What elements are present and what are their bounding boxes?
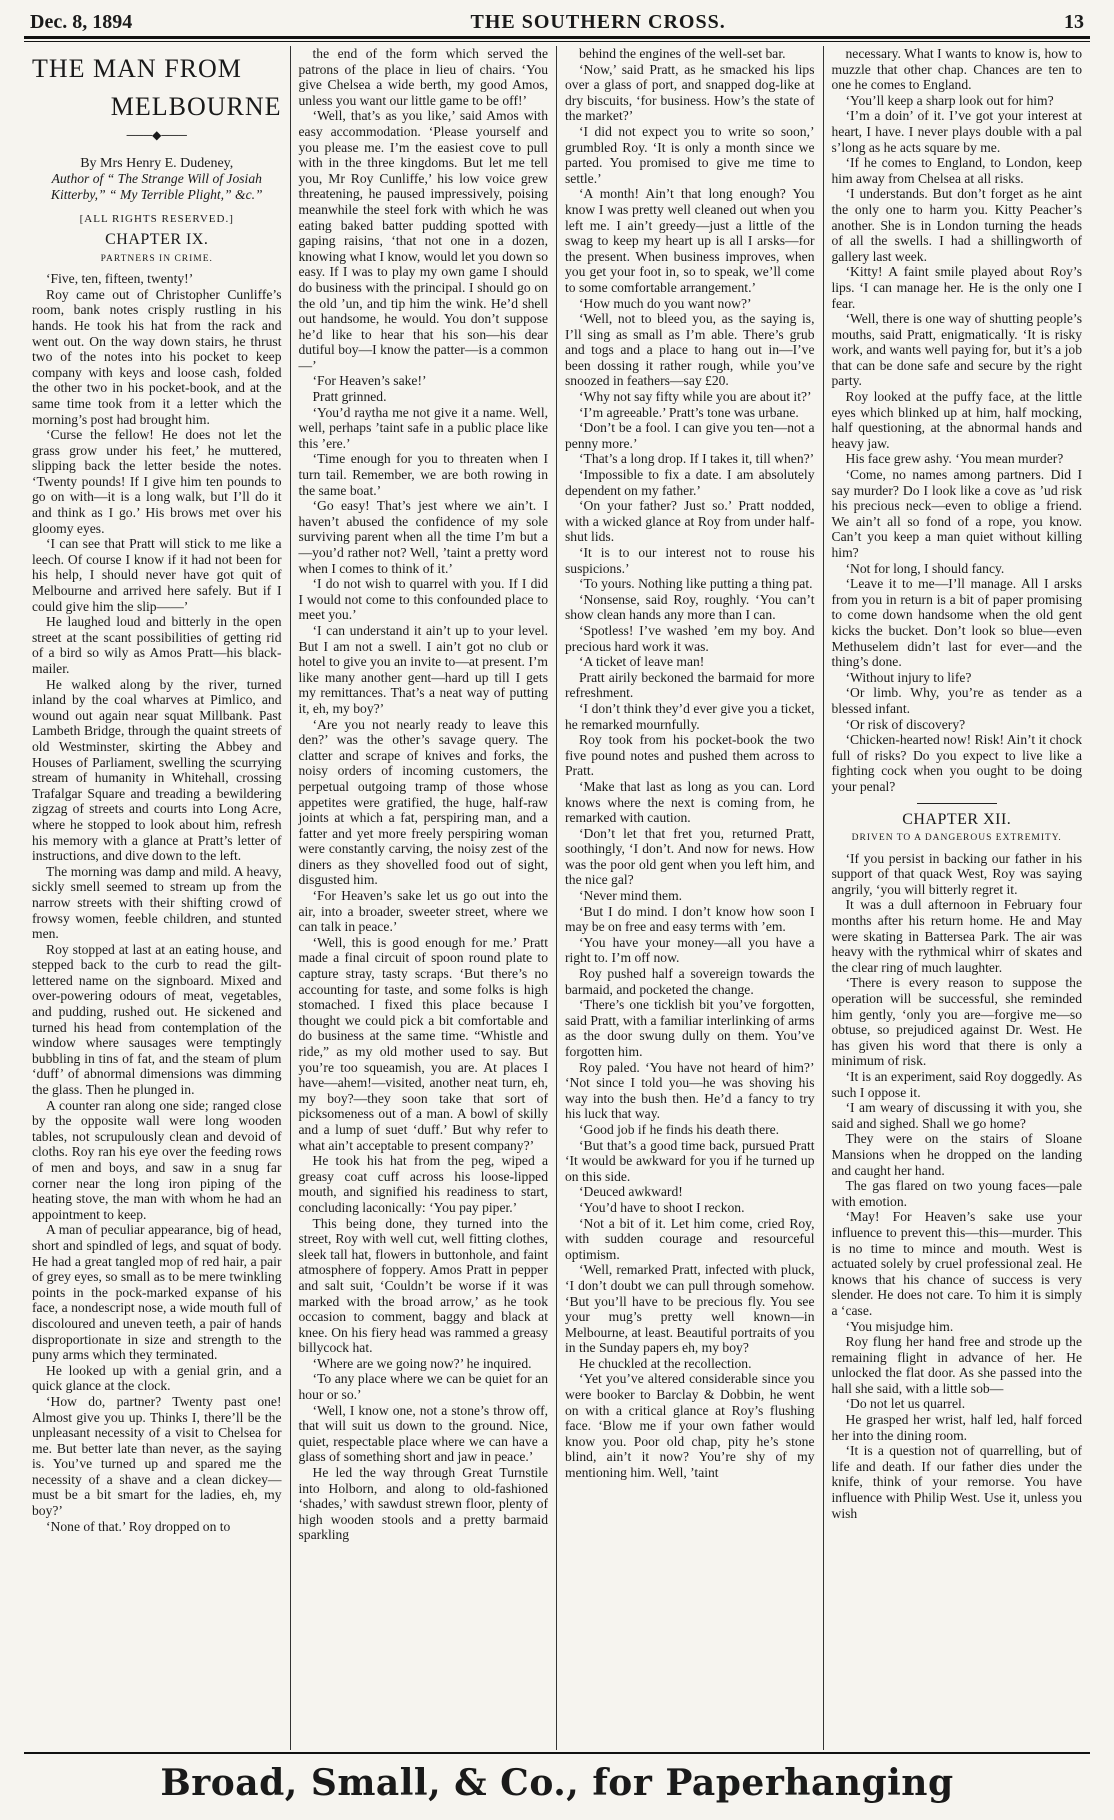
paragraph: ‘You have your money—all you have a right to. I’m off now. xyxy=(565,934,815,966)
paragraph: ‘To any place where we can be quiet for an hour or so.’ xyxy=(298,1371,548,1403)
paragraph: He laughed loud and bitterly in the open street at the scant possibilities of getting rid of a bird so wily as Amos Pratt—his black-mailer. xyxy=(32,614,282,676)
paragraph: ‘Curse the fellow! He does not let the grass grow under his feet,’ he muttered, slipping back the letter beside the notes. ‘Twenty pounds! If I give him ten pounds to go on with—it is a long walk, but I’ll do it and think as I go.’ His brows met over his gloomy eyes. xyxy=(32,427,282,536)
paragraph: This being done, they turned into the street, Roy with well cut, well fitting clothes, sleek tall hat, flowers in buttonhole, and faint atmosphere of foppery. Amos Pratt in pepper and salt suit, ‘Couldn’t be worse if it was marked with the broad arrow,’ as he took occasion to comment, baggy and black at knee. On his fiery head was rammed a greasy billycock hat. xyxy=(298,1215,548,1356)
paragraph: ‘Go easy! That’s jest where we ain’t. I haven’t abused the confidence of my sole surviving parent when all the time I’m but a—you’d rather not? Well, ’taint a pretty word when I comes to think of it.’ xyxy=(298,498,548,576)
paragraph: Roy flung her hand free and strode up the remaining flight in advance of her. He unlocked the flat door. As she passed into the hall she said, with a little sob— xyxy=(831,1334,1082,1396)
paragraph: Roy pushed half a sovereign towards the barmaid, and pocketed the change. xyxy=(565,966,815,997)
article-columns xyxy=(24,46,1090,1750)
masthead-rule-thick xyxy=(24,36,1090,39)
paragraph: ‘That’s a long drop. If I takes it, till when?’ xyxy=(579,451,815,467)
paragraph: He walked along by the river, turned inland by the coal wharves at Pimlico, and wound out again near squat Millbank. Past Lambeth Bridge, through the quaint streets of old Westminster, skirting the Abbey and Houses of Parliament, swelling the scurrying stream of humanity in Whitehall, crossing Trafalgar Square and treading a bewildering zigzag of streets and courts into Long Acre, where he stopped to look about him, refresh his memory with a glance at Pratt’s letter of instructions, and dive down to the left. xyxy=(32,676,282,864)
column-3-text xyxy=(565,46,815,1481)
paragraph: Roy stopped at last at an eating house, and stepped back to the curb to read the gilt-lettered name on the signboard. Mixed and over-powering odours of meat, vegetables, and pudding, rushed out. He sickened and turned his head from contemplation of the window where sausages were temptingly bubbling in tins of fat, and the steam of plum ‘duff’ of abnormal dimensions was dimming the glass. Then he plunged in. xyxy=(32,941,282,1098)
chapter-heading-xii: CHAPTER XII. xyxy=(902,810,1012,828)
paragraph: ‘Kitty! A faint smile played about Roy’s lips. ‘I can manage her. He is the only one I fear. xyxy=(831,264,1082,311)
paragraph: His face grew ashy. ‘You mean murder? xyxy=(845,451,1064,467)
column-2-text xyxy=(299,46,549,1543)
paragraph: ‘I’m agreeable.’ Pratt’s tone was urbane. xyxy=(579,404,799,420)
paragraph: ‘A ticket of leave man! xyxy=(579,654,705,670)
paragraph: ‘Why not say fifty while you are about it?’ xyxy=(579,389,812,405)
paragraph: ‘I can understand it ain’t up to your level. But I am not a swell. I ain’t got no club or hotel to give you an invite to—at present. I’m like many another gent—hard up till I gets my remittances. That’s a neat way of putting it, eh, my boy?’ xyxy=(298,622,548,716)
paragraph: ‘Good job if he finds his death there. xyxy=(579,1121,780,1137)
paragraph: ‘Without injury to life? xyxy=(845,669,972,685)
paragraph: ‘Chicken-hearted now! Risk! Ain’t it chock full of risks? Do you expect to live like a fighting cock when you ought to be doing your penal? xyxy=(831,732,1082,794)
story-title-line-1: THE MAN FROM xyxy=(32,54,242,83)
paragraph: ‘Not a bit of it. Let him come, cried Roy, with sudden courage and resourceful optimism. xyxy=(565,1215,815,1262)
paragraph: ‘Leave it to me—I’ll manage. All I arsks from you in return is a bit of paper promising to come down handsome when the old gent kicks the bucket. Don’t look so blue—even Methuselem didn’t last for ever—and the thing’s done. xyxy=(831,576,1082,670)
paragraph: Roy paled. ‘You have not heard of him?’ ‘Not since I told you—he was shoving his way into the bush then. He’d a fancy to try his luck that way. xyxy=(565,1059,815,1122)
paragraph: ‘Well, not to bleed you, as the saying is, I’ll sing as small as I’m able. There’s grub and togs and a place to hang out in—I’ve been dossing it rather rough, while you’ve snoozed in feathers—say £20. xyxy=(565,311,815,389)
paragraph: He looked up with a genial grin, and a quick glance at the clock. xyxy=(32,1362,282,1394)
paragraph: ‘You’d have to shoot I reckon. xyxy=(579,1199,745,1215)
paragraph: ‘Come, no names among partners. Did I say murder? Do I look like a cove as ’ud risk his precious neck—even to oblige a friend. We ain’t all so fond of a rope, you know. Can’t you keep a man quiet without killing him? xyxy=(831,467,1082,560)
advertisement-rule xyxy=(24,1752,1090,1754)
paragraph: ‘Time enough for you to threaten when I turn tail. Remember, we are both rowing in the same boat.’ xyxy=(298,451,548,498)
paragraph: behind the engines of the well-set bar. xyxy=(579,46,786,61)
masthead-rule-thin xyxy=(24,41,1090,42)
paragraph: ‘But I do mind. I don’t know how soon I may be on free and easy terms with ’em. xyxy=(565,903,815,935)
paragraph: ‘Don’t be a fool. I can give you ten—not a penny more.’ xyxy=(565,420,815,451)
paper-title: THE SOUTHERN CROSS. xyxy=(470,11,726,33)
chapter-subhead-ix: PARTNERS IN CRIME. xyxy=(100,253,213,264)
paragraph: ‘It is to our interest not to rouse his suspicions.’ xyxy=(565,545,815,576)
paragraph: ‘To yours. Nothing like putting a thing pat. xyxy=(579,576,813,592)
paragraph: ‘But that’s a good time back, pursued Pratt ‘It would be awkward for you if he turned up on this side. xyxy=(565,1137,815,1184)
paragraph: ‘Never mind them. xyxy=(579,888,683,904)
paragraph: ‘How do, partner? Twenty past one! Almost give you up. Thinks I, there’ll be the unpleasant necessity of a visit to Chelsea for me. But better late than never, as the saying is. You’ve turned up and spared me the necessity of a shave and a clean dickey—must be a bit smart for the ladies, eh, my boy?’ xyxy=(32,1393,282,1519)
paragraph: ‘I am weary of discussing it with you, she said and sighed. Shall we go home? xyxy=(831,1100,1082,1131)
column-1 xyxy=(24,46,291,1750)
paragraph: ‘It is a question not of quarrelling, but of life and death. If our father dies under the knife, think of your remorse. You have influence with Philip West. Use it, unless you wish xyxy=(831,1443,1082,1521)
paragraph: Roy came out of Christopher Cunliffe’s room, bank notes crisply rustling in his hands. He took his hat from the rack and went out. On the way down stairs, he thrust two of the notes into his pocket to keep company with keys and loose cash, folded the other two in his pocket-book, and at the same time took from it a letter which the morning’s post had brought him. xyxy=(32,286,282,427)
paragraph: He chuckled at the recollection. xyxy=(579,1355,752,1371)
paragraph: ‘How much do you want now?’ xyxy=(579,295,752,311)
column-4-text-top xyxy=(832,46,1083,795)
author-works: Author of “ The Strange Will of Josiah Kitterby,” “ My Terrible Plight,” &c.” xyxy=(50,171,263,202)
paragraph: ‘For Heaven’s sake let us go out into the air, into a broader, sweeter street, where we can talk in peace.’ xyxy=(298,888,548,935)
paragraph: ‘Well, there is one way of shutting people’s mouths, said Pratt, enigmatically. ‘It is risky work, and wants well paying for, but it’s a job that can be done safe and secure by the right party. xyxy=(831,311,1082,389)
story-title-line-2: MELBOURNE xyxy=(110,92,282,121)
paragraph: It was a dull afternoon in February four months after his return home. He and May were skating in Battersea Park. The air was heavy with the rythmical whirr of skates and the clear ring of much laughter. xyxy=(831,897,1082,975)
paragraph: ‘On your father? Just so.’ Pratt nodded, with a wicked glance at Roy from under half-shut lids. xyxy=(565,498,815,545)
paragraph: He grasped her wrist, half led, half forced her into the dining room. xyxy=(831,1412,1082,1443)
paragraph: ‘Spotless! I’ve washed ’em my boy. And precious hard work it was. xyxy=(565,622,815,654)
paragraph: He took his hat from the peg, wiped a greasy coat cuff across his loose-lipped mouth, and signified his readiness to start, concluding laconically: ‘You pay piper.’ xyxy=(298,1153,548,1215)
paragraph: ‘There is every reason to suppose the operation will be successful, she reminded him gently, ‘only you are—forgive me—so obtuse, so prejudiced against Dr. West. He has given his word that there is only a minimum of risk. xyxy=(831,975,1082,1069)
paragraph: necessary. What I wants to know is, how to muzzle that other chap. Chances are ten to one he comes to England. xyxy=(831,46,1082,93)
masthead xyxy=(30,4,1084,34)
paragraph: ‘Well, this is good enough for me.’ Pratt made a final circuit of spoon round plate to capture stray, tasty scraps. ‘But there’s no accounting for taste, and some folks is high stomached. I fixed this place because I thought we could pick a bit comfortable and do business at the same time. “Whistle and ride,” as my old mother used to say. But you’re too squeamish, you are. At places I have—ahem!—visited, another neat turn, eh, my boy?—they soon take that sort of picksomeness out of a man. A bowl of skilly and a lump of suet ‘duff.’ But why refer to what ain’t acceptable to present company?’ xyxy=(298,934,548,1153)
paragraph: ‘If he comes to England, to London, keep him away from Chelsea at all risks. xyxy=(831,155,1082,186)
paragraph: The morning was damp and mild. A heavy, sickly smell seemed to stream up from the narrow streets with their shifting crowd of frowsy women, feeble children, and stunted men. xyxy=(32,863,282,942)
paragraph: ‘Yet you’ve altered considerable since you were booker to Barclay & Dobbin, he went on with a critical glance at Roy’s flushing face. ‘Blow me if your own father would know you. Poor old chap, pity he’s stone blind, ain’t it now? You’re shy of my mentioning him. Well, ’taint xyxy=(565,1371,815,1481)
paragraph: ‘I did not expect you to write so soon,’ grumbled Roy. ‘It is only a month since we parted. You promised to give me time to settle.’ xyxy=(565,123,815,186)
page-number: 13 xyxy=(1064,11,1084,33)
paragraph: ‘I do not wish to quarrel with you. If I did I would not come to this confounded place to meet you.’ xyxy=(298,576,548,623)
title-ornament: ───◆─── xyxy=(126,128,187,142)
paragraph: They were on the stairs of Sloane Mansions when he dropped on the landing and caught her hand. xyxy=(831,1131,1082,1178)
paragraph: ‘Do not let us quarrel. xyxy=(845,1396,966,1412)
paragraph: ‘I can see that Pratt will stick to me like a leech. Of course I know if it had not been for his help, I should never have got quit of Melbourne and arrived here safely. But if I could give him the slip——’ xyxy=(32,536,282,614)
advertisement-banner: Broad, Small, & Co., for Paperhanging xyxy=(160,1762,954,1804)
paragraph: ‘None of that.’ Roy dropped on to xyxy=(46,1518,231,1534)
paragraph: ‘Five, ten, fifteen, twenty!’ xyxy=(46,271,194,287)
paragraph: ‘Or limb. Why, you’re as tender as a blessed infant. xyxy=(831,685,1082,716)
byline: By Mrs Henry E. Dudeney, xyxy=(80,155,234,171)
paragraph: ‘Or risk of discovery? xyxy=(845,716,966,732)
paragraph: ‘I’m a doin’ of it. I’ve got your interest at heart, I have. I never plays double with a pal s’long as he acts square by me. xyxy=(831,108,1082,155)
paragraph: ‘Not for long, I should fancy. xyxy=(845,560,1005,576)
paragraph: ‘For Heaven’s sake!’ xyxy=(312,373,427,389)
paragraph: ‘Impossible to fix a date. I am absolutely dependent on my father.’ xyxy=(565,467,815,498)
paragraph: ‘Are you not nearly ready to leave this den?’ was the other’s savage query. The clatter and scrape of knives and forks, the noisy orders of incoming customers, the perpetual outgoing tramp of those whose appetites were gratified, the huge, half-raw joints at which a fat, perspiring man, and a fatter and yet more freely perspiring woman were constantly carving, the noisy zest of the diners as they shovelled food out of sight, disgusted him. xyxy=(298,716,548,888)
paragraph: ‘Deuced awkward! xyxy=(579,1184,683,1200)
paragraph: ‘Make that last as long as you can. Lord knows where the next is coming from, he remarked with caution. xyxy=(565,778,815,826)
paragraph: ‘Well, remarked Pratt, infected with pluck, ‘I don’t doubt we can pull through somehow. ‘But you’ll have to be precious fly. You see your mug’s pretty well known—in Melbourne, at least. Beautiful portraits of you in the Sunday papers eh, my boy? xyxy=(565,1262,815,1356)
column-2 xyxy=(291,46,558,1750)
paragraph: ‘I don’t think they’d ever give you a ticket, he remarked mournfully. xyxy=(565,700,815,732)
paragraph: ‘You’d raytha me not give it a name. Well, well, perhaps ’taint safe in a public place like this ’ere.’ xyxy=(298,404,548,451)
paragraph: ‘There’s one ticklish bit you’ve forgotten, said Pratt, with a familiar interlinking of arms as the door swung dully on them. You’ve forgotten him. xyxy=(565,997,815,1059)
paragraph: the end of the form which served the patrons of the place in lieu of chairs. ‘You give Chelsea a wide berth, my good Amos, unless you want our little game to be off!’ xyxy=(298,46,548,108)
chapter-subhead-xii: DRIVEN TO A DANGEROUS EXTREMITY. xyxy=(851,833,1062,844)
paragraph: ‘Well, I know one, not a stone’s throw off, that will suit us down to the ground. Nice, quiet, respectable place where we can have a glass of something short and jaw in peace.’ xyxy=(298,1402,548,1465)
paragraph: ‘Well, that’s as you like,’ said Amos with easy accommodation. ‘Please yourself and you please me. I’m the easiest cove to pull with in the three kingdoms. But let me tell you, Mr Roy Cunliffe,’ his low voice grew threatening, he paused impressively, poising meanwhile the steel fork with which he was eating baked batter pudding spotted with gaping raisins, ‘that not one in a dozen, knowing what I know, would let you down so easy. If I was to play my own game I should do business with the principal. I should go on the old ’un, and tip him the wink. He’d shell out handsome, he would. You don’t suppose he’d like to hear that his son—his dear dutiful boy—I know the patter—is a common—’ xyxy=(298,108,548,373)
section-divider xyxy=(917,803,997,804)
paragraph: Pratt airily beckoned the barmaid for more refreshment. xyxy=(565,669,815,701)
paragraph: A man of peculiar appearance, big of head, short and spindled of legs, and squat of body. He had a great tangled mop of red hair, a pair of grey eyes, so small as to be mere twinkling points in the pock-marked expanse of his face, a nondescript nose, a wide mouth full of discoloured and uneven teeth, a pair of hands disproportionate in size and strength to the puny arms which they terminated. xyxy=(32,1222,282,1363)
column-3 xyxy=(557,46,824,1750)
column-4 xyxy=(824,46,1091,1750)
column-1-text xyxy=(32,271,282,1534)
paragraph: The gas flared on two young faces—pale with emotion. xyxy=(831,1178,1082,1209)
paragraph: ‘Where are we going now?’ he inquired. xyxy=(312,1355,532,1371)
paragraph: ‘A month! Ain’t that long enough? You know I was pretty well cleaned out when you left me. I ain’t greedy—just a little of the swag to keep my heart up is all I arsks—for the present. When business improves, when you get your foot in, so to speak, we’ll come to some comfortable arrangement.’ xyxy=(565,186,815,295)
paragraph: Roy looked at the puffy face, at the little eyes which blinked up at him, half mocking, half questioning, at the abnormal hands and heavy jaw. xyxy=(831,389,1082,451)
column-4-text-bottom xyxy=(832,851,1083,1522)
paragraph: ‘I understands. But don’t forget as he aint the only one to harm you. Kitty Peacher’s another. She is in London turning the heads of all the swells. I had a shillingworth of gallery last week. xyxy=(831,186,1082,264)
paragraph: ‘If you persist in backing our father in his support of that quack West, Roy was saying angrily, ‘you will bitterly regret it. xyxy=(831,850,1082,897)
issue-date: Dec. 8, 1894 xyxy=(30,11,133,33)
paragraph: Roy took from his pocket-book the two five pound notes and pushed them across to Pratt. xyxy=(565,732,815,779)
rights-notice: [ALL RIGHTS RESERVED.] xyxy=(79,213,234,226)
paragraph: He led the way through Great Turnstile into Holborn, and along to old-fashioned ‘shades,’ with sawdust strewn floor, plenty of high wooden stools and a pretty barmaid sparkling xyxy=(298,1465,548,1543)
paragraph: ‘May! For Heaven’s sake use your influence to prevent this—this—murder. This is no time to mince and mouth. West is actuated solely by cruel professional zeal. He knows that his chance of success is very slender. He does not care. To him it is simply a ‘case. xyxy=(831,1209,1082,1318)
paragraph: ‘It is an experiment, said Roy doggedly. As such I oppose it. xyxy=(831,1069,1082,1100)
paragraph: Pratt grinned. xyxy=(312,389,387,405)
paragraph: ‘Nonsense, said Roy, roughly. ‘You can’t show clean hands any more than I can. xyxy=(565,591,815,623)
paragraph: A counter ran along one side; ranged close by the opposite wall were long wooden tables, not scrupulously clean and devoid of cloths. Roy ran his eye over the feeding rows of men and boys, and saw in a snug far corner near the long iron piping of the heating stove, the man with whom he had an appointment to keep. xyxy=(32,1097,282,1222)
paragraph: ‘Don’t let that fret you, returned Pratt, soothingly, ‘I don’t. And now for news. How was the poor old gent when you left him, and the nice gal? xyxy=(565,825,815,888)
paragraph: ‘You’ll keep a sharp look out for him? xyxy=(845,92,1054,108)
paragraph: ‘Now,’ said Pratt, as he smacked his lips over a glass of port, and snapped dog-like at dry biscuits, ‘for business. How’s the state of the market?’ xyxy=(565,61,815,124)
chapter-heading-ix: CHAPTER IX. xyxy=(105,230,209,248)
paragraph: ‘You misjudge him. xyxy=(845,1318,954,1334)
